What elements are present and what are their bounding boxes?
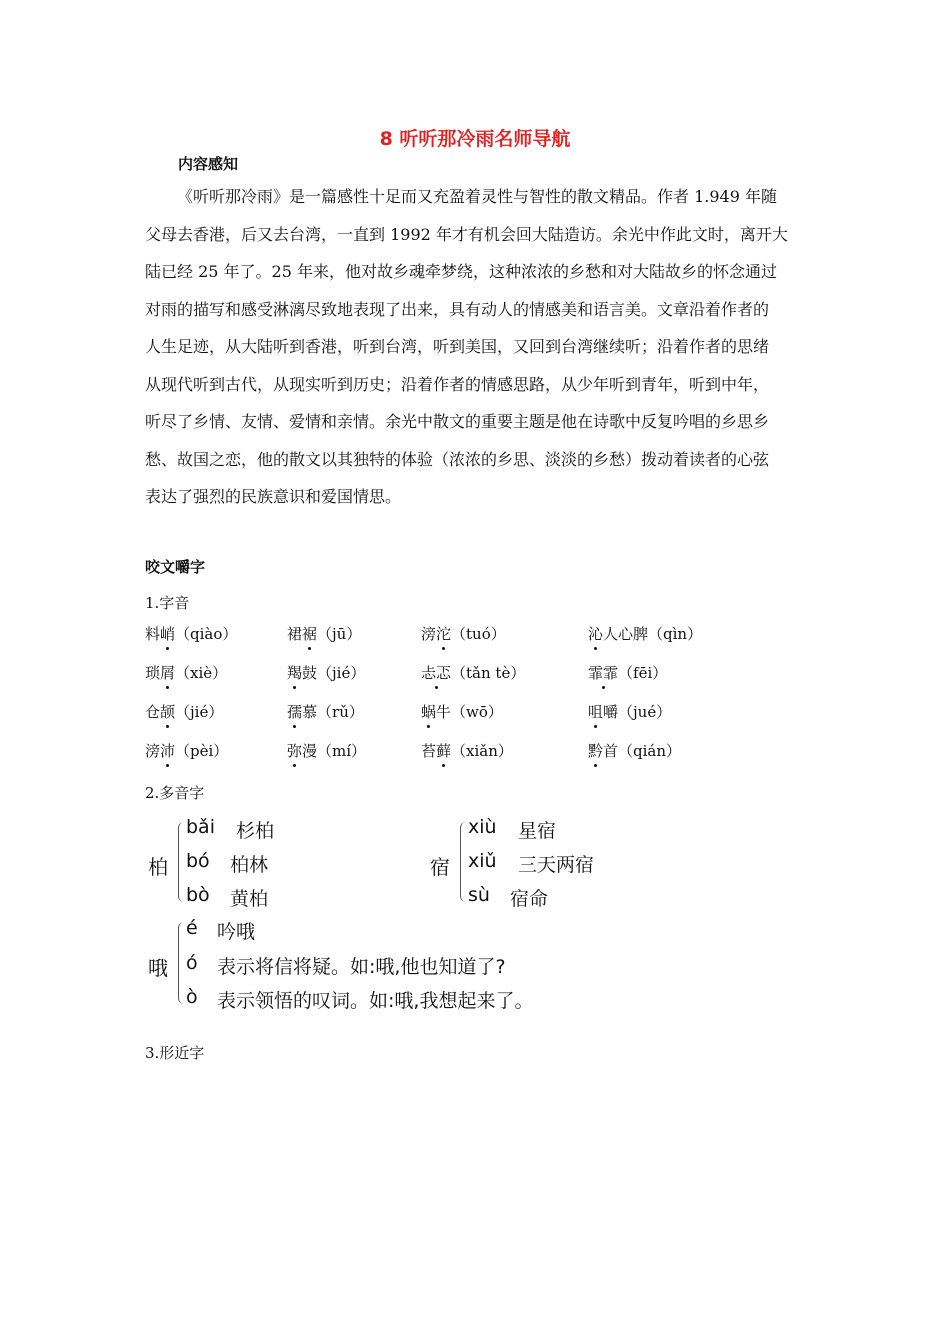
vocab-item bbox=[421, 701, 503, 722]
vocab-item bbox=[421, 662, 525, 683]
emphasized-char: 忐忑 bbox=[421, 664, 452, 682]
pinyin-annotation: （fēi） bbox=[618, 664, 668, 682]
polyphone-pinyin: ó bbox=[186, 952, 198, 974]
emphasized-char: 霏霏 bbox=[588, 664, 619, 682]
vocab-item bbox=[145, 662, 227, 683]
content-paragraph bbox=[145, 182, 813, 520]
polyphone-char: 宿 bbox=[430, 855, 450, 879]
paragraph-line: 人生足迹，从大陆听到香港，听到台湾，听到美国，又回到台湾继续听；沿着作者的思绪 bbox=[145, 337, 770, 356]
word-part: 琐 bbox=[145, 664, 161, 682]
polyphone-word: 吟哦 bbox=[217, 921, 256, 943]
brace-bracket bbox=[178, 922, 185, 1004]
vocab-item bbox=[145, 740, 228, 761]
paragraph-line: 陆已经 25 年了。25 年来，他对故乡魂牵梦绕，这种浓浓的乡愁和对大陆故乡的怀念通过 bbox=[145, 262, 777, 281]
paragraph-line: 《听听那冷雨》是一篇感性十足而又充盈着灵性与智性的散文精品。作者 1.949 年随 bbox=[177, 187, 777, 206]
emphasized-char: 咀 bbox=[588, 703, 604, 721]
polyphone-pinyin: bǎi bbox=[186, 816, 215, 838]
word-part: 首 bbox=[603, 742, 619, 760]
pinyin-annotation: （xiǎn） bbox=[451, 742, 513, 760]
paragraph-line: 表达了强烈的民族意识和爱国情思。 bbox=[145, 487, 402, 506]
polyphone-pinyin: é bbox=[186, 917, 198, 939]
vocab-item bbox=[145, 701, 223, 722]
word-part: 鼓 bbox=[302, 664, 318, 682]
pinyin-annotation: （jué） bbox=[618, 703, 672, 721]
polyphone-pinyin: sù bbox=[468, 884, 490, 906]
emphasized-char: 孺 bbox=[287, 703, 303, 721]
polyphone-word: 表示将信将疑。如:哦,他也知道了? bbox=[217, 956, 506, 978]
polyphone-pinyin: ò bbox=[186, 986, 198, 1008]
brace-bracket bbox=[460, 822, 467, 902]
emphasized-char: 颉 bbox=[160, 703, 176, 721]
emphasized-char: 蜗 bbox=[421, 703, 437, 721]
polyphone-word: 柏林 bbox=[230, 854, 269, 876]
polyphone-word: 黄柏 bbox=[230, 888, 269, 910]
pinyin-annotation: （tǎn tè） bbox=[451, 664, 526, 682]
emphasized-char: 沱 bbox=[436, 625, 452, 643]
paragraph-line: 听尽了乡情、友情、爱情和亲情。余光中散文的重要主题是他在诗歌中反复吟唱的乡思乡 bbox=[145, 412, 770, 431]
polyphone-pinyin: bò bbox=[186, 884, 210, 906]
word-part: 嚼 bbox=[603, 703, 619, 721]
polyphone-word: 宿命 bbox=[510, 888, 549, 910]
word-part: 牛 bbox=[436, 703, 452, 721]
section-heading-content: 内容感知 bbox=[178, 155, 239, 173]
document-title: 8 听听那冷雨名师导航 bbox=[379, 128, 571, 150]
pinyin-annotation: （jié） bbox=[317, 664, 366, 682]
paragraph-line: 愁、故国之恋，他的散文以其独特的体验（浓浓的乡思、淡淡的乡愁）拨动着读者的心弦 bbox=[145, 449, 770, 469]
polyphone-pinyin: bó bbox=[186, 850, 210, 872]
word-part: 漫 bbox=[302, 742, 318, 760]
pinyin-annotation: （qiào） bbox=[175, 625, 238, 643]
vocab-item bbox=[421, 740, 513, 761]
word-part: 裙 bbox=[287, 625, 303, 643]
word-part: 滂 bbox=[421, 625, 437, 643]
vocab-item bbox=[145, 623, 237, 644]
polyphone-pinyin: xiù bbox=[468, 816, 497, 838]
word-part: 仓 bbox=[145, 703, 161, 721]
pinyin-annotation: （rǔ） bbox=[317, 703, 364, 721]
vocab-item bbox=[588, 623, 702, 644]
paragraph-line: 对雨的描写和感受淋漓尽致地表现了出来，具有动人的情感美和语言美。文章沿着作者的 bbox=[145, 299, 770, 319]
emphasized-char: 屑 bbox=[160, 664, 176, 682]
paragraph-line: 从现代听到古代，从现实听到历史；沿着作者的情感思路，从少年听到青年，听到中年， bbox=[145, 374, 770, 394]
polyphone-char: 柏 bbox=[148, 855, 168, 879]
brace-bracket bbox=[178, 822, 185, 902]
vocab-item bbox=[287, 701, 364, 722]
word-part: 人心脾 bbox=[603, 625, 649, 643]
emphasized-char: 沁 bbox=[588, 625, 604, 643]
paragraph-line: 父母去香港，后又去台湾，一直到 1992 年才有机会回大陆造访。余光中作此文时，离开大 bbox=[145, 224, 788, 244]
pinyin-annotation: （qián） bbox=[618, 742, 682, 760]
polyphone-word: 杉柏 bbox=[236, 820, 275, 842]
word-part: 滂 bbox=[145, 742, 161, 760]
emphasized-char: 裾 bbox=[302, 625, 318, 643]
pinyin-annotation: （jū） bbox=[317, 625, 362, 643]
vocab-item bbox=[287, 662, 365, 683]
polyphone-pinyin: xiǔ bbox=[468, 850, 497, 872]
word-part: 苔 bbox=[421, 742, 437, 760]
pinyin-annotation: （pèi） bbox=[175, 742, 229, 760]
pinyin-annotation: （mí） bbox=[317, 742, 367, 760]
pinyin-annotation: （xiè） bbox=[175, 664, 228, 682]
vocab-item bbox=[287, 740, 366, 761]
vocab-item bbox=[588, 662, 667, 683]
word-part: 慕 bbox=[302, 703, 318, 721]
emphasized-char: 黔 bbox=[588, 742, 604, 760]
emphasized-char: 藓 bbox=[436, 742, 452, 760]
vocab-item bbox=[588, 740, 681, 761]
polyphone-word: 表示领悟的叹词。如:哦,我想起来了。 bbox=[217, 990, 534, 1012]
pinyin-annotation: （jié） bbox=[175, 703, 224, 721]
polyphone-word: 星宿 bbox=[518, 820, 557, 842]
vocab-item bbox=[287, 623, 361, 644]
similar-chars-label: 3.形近字 bbox=[145, 1044, 205, 1062]
pinyin-annotation: （wō） bbox=[451, 703, 503, 721]
pinyin-annotation: （qìn） bbox=[648, 625, 703, 643]
polyphone-word: 三天两宿 bbox=[518, 854, 595, 876]
pronunciation-label: 1.字音 bbox=[145, 594, 190, 612]
polyphone-char: 哦 bbox=[148, 956, 168, 980]
emphasized-char: 弥 bbox=[287, 742, 303, 760]
section-heading-wording: 咬文嚼字 bbox=[145, 558, 206, 576]
word-part: 料 bbox=[145, 625, 161, 643]
emphasized-char: 羯 bbox=[287, 664, 303, 682]
pinyin-annotation: （tuó） bbox=[451, 625, 506, 643]
vocab-item bbox=[421, 623, 506, 644]
emphasized-char: 峭 bbox=[160, 625, 176, 643]
vocab-item bbox=[588, 701, 671, 722]
polyphone-label: 2.多音字 bbox=[145, 784, 205, 802]
emphasized-char: 沛 bbox=[160, 742, 176, 760]
